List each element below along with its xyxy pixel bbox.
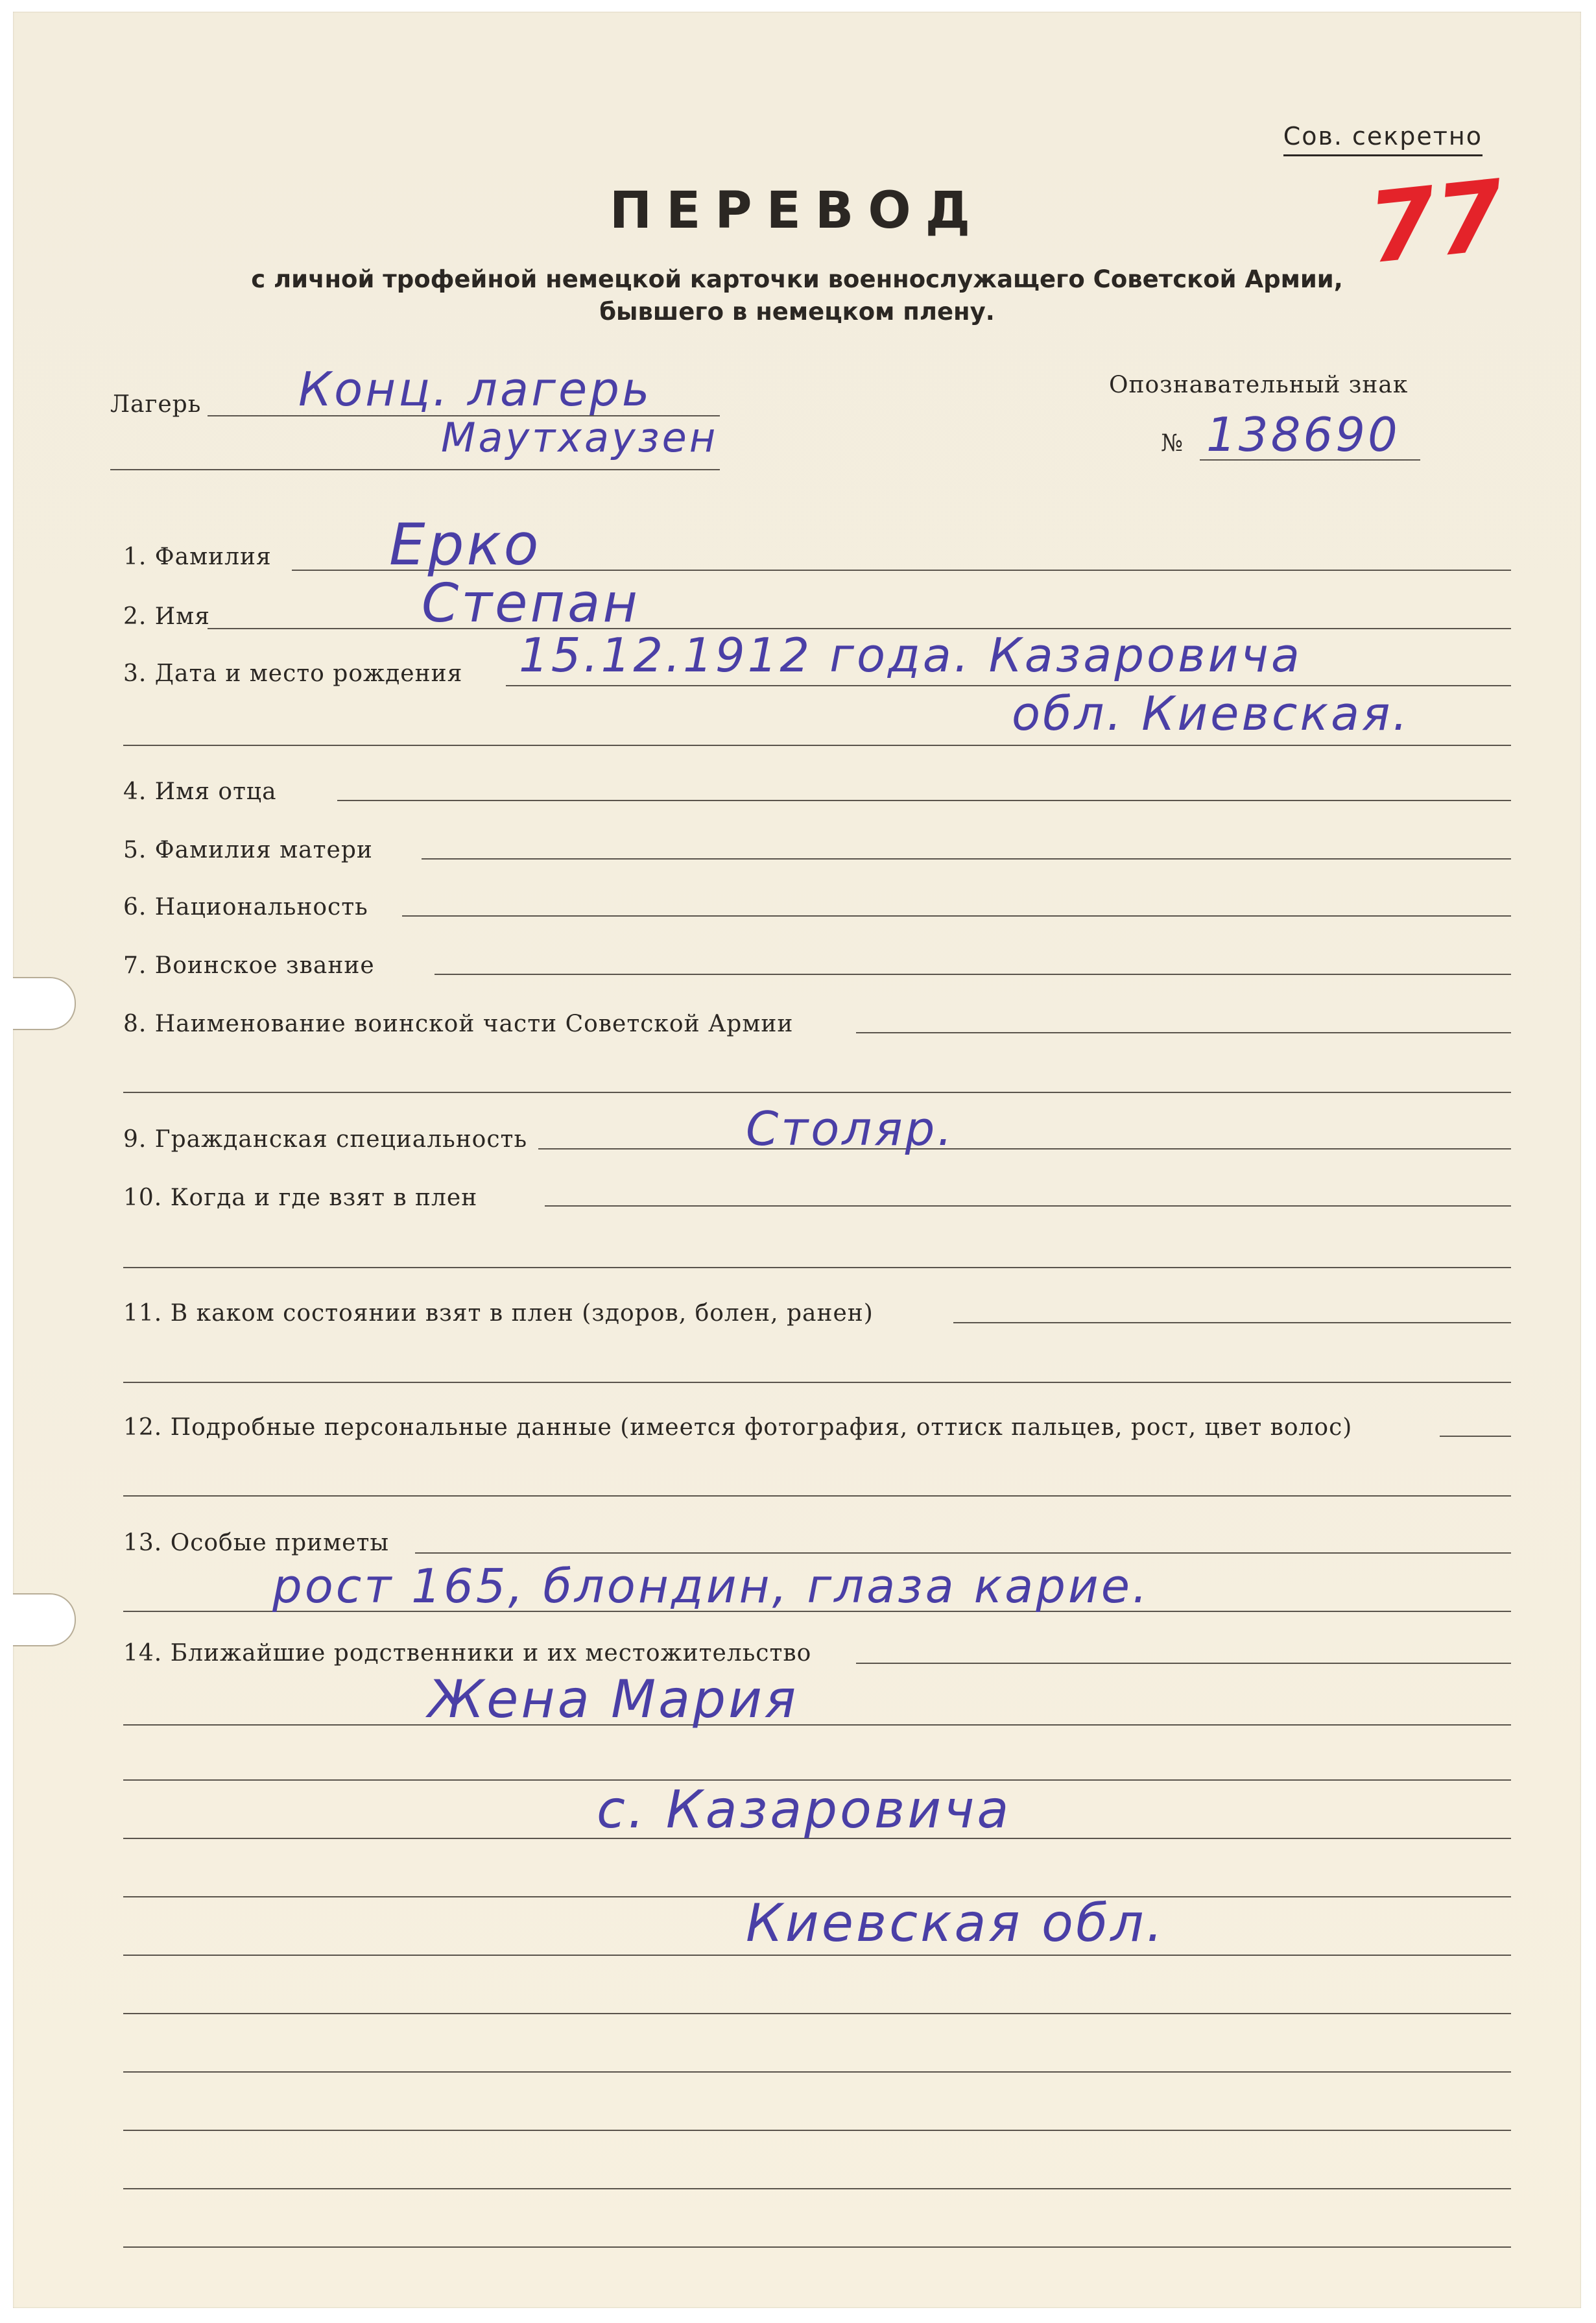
field-line xyxy=(545,1205,1511,1207)
field-line xyxy=(856,1663,1511,1664)
field-line xyxy=(123,2013,1511,2014)
field-line xyxy=(1440,1436,1511,1437)
camp-value: Конц. лагерь xyxy=(298,362,652,416)
field-label-mother: 5. Фамилия матери xyxy=(123,837,373,863)
field-label-personal-data: 12. Подробные персональные данные (имеется фотография, оттиск пальцев, рост, цвет волос) xyxy=(123,1414,1353,1441)
id-sign-label: Опознавательный знак xyxy=(1109,372,1409,398)
field-value-birth: 15.12.1912 года. Казаровича xyxy=(519,628,1302,682)
field-label-surname: 1. Фамилия xyxy=(123,544,272,570)
field-line xyxy=(123,745,1511,746)
field-line xyxy=(435,974,1511,975)
document-title: ПЕРЕВОД xyxy=(609,182,985,240)
field-label-captured: 10. Когда и где взят в плен xyxy=(123,1185,478,1211)
field-label-profession: 9. Гражданская специальность xyxy=(123,1126,528,1153)
field-line xyxy=(538,1148,1511,1149)
field-line xyxy=(856,1032,1511,1033)
field-line xyxy=(123,2071,1511,2073)
field-line xyxy=(123,2188,1511,2189)
field-line xyxy=(110,469,720,470)
field-line xyxy=(402,915,1511,917)
field-label-unit: 8. Наименование воинской части Советской Армии xyxy=(123,1011,794,1037)
field-label-features: 13. Особые приметы xyxy=(123,1530,390,1556)
red-stamp-number: 77 xyxy=(1363,159,1510,286)
field-value-birth-line2: обл. Киевская. xyxy=(1012,686,1411,741)
field-line xyxy=(123,1382,1511,1383)
field-line xyxy=(123,2130,1511,2131)
field-label-nationality: 6. Национальность xyxy=(123,894,368,921)
hole-punch xyxy=(13,977,76,1030)
field-line xyxy=(422,858,1511,860)
field-label-condition: 11. В каком состоянии взят в плен (здоров, болен, ранен) xyxy=(123,1300,874,1327)
field-line xyxy=(123,1092,1511,1093)
field-value-profession: Столяр. xyxy=(746,1101,955,1156)
field-line xyxy=(123,1724,1511,1726)
field-value-relatives-line3: Киевская обл. xyxy=(746,1893,1165,1953)
field-value-relatives-line2: с. Казаровича xyxy=(597,1779,1012,1840)
field-line xyxy=(415,1552,1511,1554)
field-value-surname: Ерко xyxy=(389,511,542,578)
field-value-relatives: Жена Мария xyxy=(428,1669,799,1729)
field-line xyxy=(123,1495,1511,1497)
field-line xyxy=(953,1322,1511,1323)
field-line xyxy=(337,800,1511,801)
document-subtitle: с личной трофейной немецкой карточки военнослужащего Советской Армии, бывшего в немецком плену. xyxy=(251,265,1343,326)
field-label-father: 4. Имя отца xyxy=(123,778,277,805)
document-sheet xyxy=(13,12,1581,2308)
field-line xyxy=(123,1267,1511,1268)
field-label-name: 2. Имя xyxy=(123,603,210,630)
camp-value-line2: Маутхаузен xyxy=(441,414,719,461)
field-value-features: рост 165, блондин, глаза карие. xyxy=(272,1559,1150,1613)
hole-punch xyxy=(13,1593,76,1646)
field-label-relatives: 14. Ближайшие родственники и их местожительство xyxy=(123,1640,812,1667)
field-line xyxy=(123,1955,1511,1956)
id-sign-value: 138690 xyxy=(1206,407,1400,462)
id-no-label: № xyxy=(1161,430,1184,457)
field-line xyxy=(123,2246,1511,2248)
field-label-birth: 3. Дата и место рождения xyxy=(123,660,463,687)
classification-mark: Сов. секретно xyxy=(1283,122,1483,156)
camp-label: Лагерь xyxy=(110,391,202,418)
field-label-rank: 7. Воинское звание xyxy=(123,952,375,979)
field-value-name: Степан xyxy=(422,573,640,634)
